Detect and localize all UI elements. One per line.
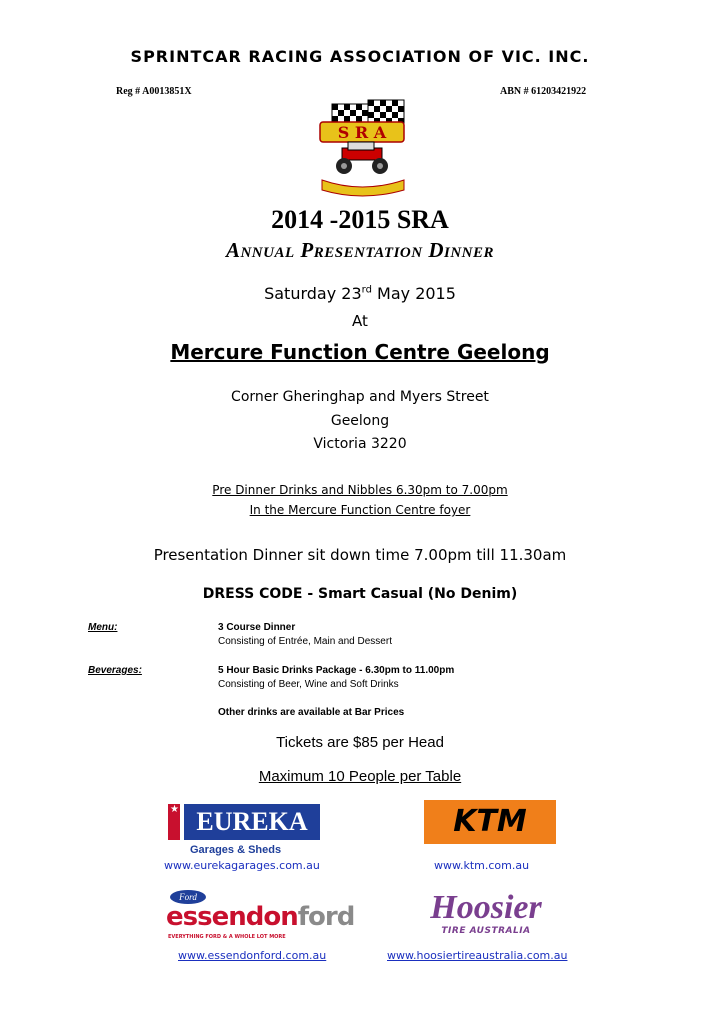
hoosier-logo xyxy=(408,888,564,946)
ktm-wordmark: KTM xyxy=(453,804,527,839)
eureka-logo xyxy=(168,800,320,844)
ford-word: ford xyxy=(297,902,355,932)
pre-dinner-location: In the Mercure Function Centre foyer xyxy=(249,503,471,517)
menu-label: Menu: xyxy=(88,622,118,633)
ticket-price: Tickets are $85 per Head xyxy=(276,734,444,751)
menu-description: Consisting of Entrée, Main and Dessert xyxy=(218,636,392,647)
essendon-wordmark xyxy=(166,902,354,932)
sprintcar-icon xyxy=(336,142,388,174)
sitdown-time: Presentation Dinner sit down time 7.00pm till 11.30am xyxy=(153,546,567,564)
registration-number: Reg # A0013851X xyxy=(116,86,192,97)
ktm-logo xyxy=(424,800,556,844)
event-heading: 2014 -2015 SRA xyxy=(271,205,449,234)
star-icon: ★ xyxy=(170,804,179,815)
hoosier-link[interactable]: www.hoosiertireaustralia.com.au xyxy=(387,949,568,962)
dress-code: DRESS CODE - Smart Casual (No Denim) xyxy=(202,586,518,602)
ford-oval-icon: Ford xyxy=(170,890,206,904)
pre-dinner-drinks: Pre Dinner Drinks and Nibbles 6.30pm to 7.00pm xyxy=(212,483,508,497)
eureka-wordmark: EUREKA xyxy=(184,804,320,840)
hoosier-tagline: TIRE AUSTRALIA xyxy=(441,926,531,936)
essendon-ford-logo xyxy=(166,890,362,946)
sra-logo xyxy=(312,98,412,198)
date-prefix: Saturday 23 xyxy=(264,284,362,303)
logo-letters: S R A xyxy=(337,123,387,142)
date-suffix: rd xyxy=(361,284,372,296)
essendon-word: essendon xyxy=(166,902,298,932)
address-line-1: Corner Gheringhap and Myers Street xyxy=(231,389,489,405)
max-per-table: Maximum 10 People per Table xyxy=(258,768,462,785)
address-line-3: Victoria 3220 xyxy=(313,436,407,452)
eureka-tagline: Garages & Sheds xyxy=(190,844,282,856)
checkered-flag-right xyxy=(368,100,404,124)
event-subheading: Annual Presentation Dinner xyxy=(225,238,495,262)
menu-title: 3 Course Dinner xyxy=(218,622,296,633)
logo-ribbon xyxy=(322,180,404,196)
essendon-tagline: EVERYTHING FORD & A WHOLE LOT MORE xyxy=(168,934,286,940)
other-drinks-note: Other drinks are available at Bar Prices xyxy=(218,707,405,718)
ktm-link[interactable]: www.ktm.com.au xyxy=(434,859,530,872)
org-title: SPRINTCAR RACING ASSOCIATION OF VIC. INC. xyxy=(130,47,590,66)
abn-number: ABN # 61203421922 xyxy=(500,86,587,97)
at-label: At xyxy=(352,312,368,330)
event-date xyxy=(0,284,720,303)
beverages-description: Consisting of Beer, Wine and Soft Drinks xyxy=(218,679,399,690)
venue-name: Mercure Function Centre Geelong xyxy=(170,340,550,364)
hoosier-wordmark: Hoosier xyxy=(430,889,542,926)
eureka-link[interactable]: www.eurekagarages.com.au xyxy=(164,859,320,872)
address-line-2: Geelong xyxy=(330,413,390,429)
beverages-label: Beverages: xyxy=(88,665,142,676)
essendon-link[interactable]: www.essendonford.com.au xyxy=(178,949,327,962)
date-rest: May 2015 xyxy=(371,284,456,303)
beverages-title: 5 Hour Basic Drinks Package - 6.30pm to 11.00pm xyxy=(218,665,455,676)
